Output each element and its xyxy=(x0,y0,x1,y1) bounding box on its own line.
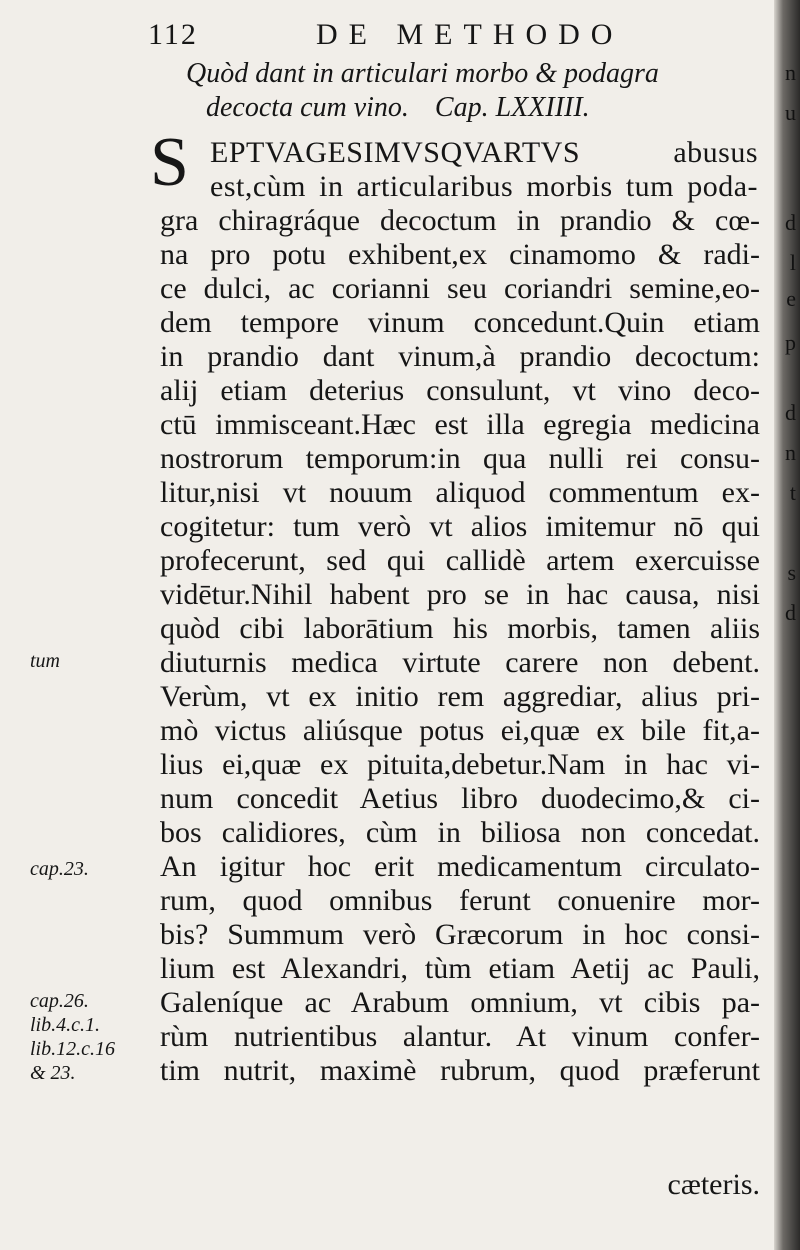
text-line: rum, quod omnibus ferunt conuenire mor- xyxy=(160,884,760,917)
text-line: Galeníque ac Arabum omnium, vt cibis pa- xyxy=(160,986,760,1019)
text-line: num concedit Aetius libro duodecimo,& ci- xyxy=(160,782,760,815)
gutter-letter: n xyxy=(785,440,796,465)
gutter-letter: d xyxy=(785,400,796,425)
text-line: rùm nutrientibus alantur. At vinum confer- xyxy=(160,1020,760,1053)
text-line: EPTVAGESIMVSQVARTVS abusus xyxy=(210,136,758,169)
adjacent-page-edge xyxy=(774,0,800,1250)
text-line: nostrorum temporum:in qua nulli rei consu- xyxy=(160,442,760,475)
text-line: mò victus aliúsque potus ei,quæ ex bile fit,a- xyxy=(160,714,760,747)
gutter-letter: u xyxy=(785,100,796,125)
text-line: Verùm, vt ex initio rem aggrediar, alius pri- xyxy=(160,680,760,713)
margin-note: cap.23. xyxy=(30,858,89,880)
drop-initial: S xyxy=(150,124,189,201)
gutter-letter: p xyxy=(785,330,796,355)
text-line: ctū immisceant.Hæc est illa egregia medicina xyxy=(160,408,760,441)
text-line: bis? Summum verò Græcorum in hoc consi- xyxy=(160,918,760,951)
text-line: quòd cibi laborātium his morbis, tamen aliis xyxy=(160,612,760,645)
text-line: lium est Alexandri, tùm etiam Aetij ac Pauli, xyxy=(160,952,760,985)
text-line: tim nutrit, maximè rubrum, quod præferunt xyxy=(160,1054,760,1087)
text-line: An igitur hoc erit medicamentum circulato- xyxy=(160,850,760,883)
margin-note: lib.12.c.16 xyxy=(30,1038,115,1060)
gutter-letter: l xyxy=(789,250,796,275)
gutter-letter: d xyxy=(785,210,796,235)
margin-note: lib.4.c.1. xyxy=(30,1014,100,1036)
text-line: vidētur.Nihil habent pro se in hac causa, nisi xyxy=(160,578,760,611)
text-line: in prandio dant vinum,à prandio decoctum: xyxy=(160,340,760,373)
text-line: gra chiragráque decoctum in prandio & cœ- xyxy=(160,204,760,237)
gutter-letter: d xyxy=(785,600,796,625)
text-line: na pro potu exhibent,ex cinamomo & radi- xyxy=(160,238,760,271)
text-line: est,cùm in articularibus morbis tum poda- xyxy=(210,170,758,203)
gutter-letter: n xyxy=(785,60,796,85)
chapter-title-line-1: Quòd dant in articulari morbo & podagra xyxy=(186,58,659,89)
margin-note: & 23. xyxy=(30,1062,76,1084)
text-line: cæteris. xyxy=(667,1168,760,1201)
chapter-number: Cap. LXXIIII. xyxy=(434,92,590,123)
gutter-letter: s xyxy=(787,560,796,585)
text-line: alij etiam deterius consulunt, vt vino deco- xyxy=(160,374,760,407)
text-line: cogitetur: tum verò vt alios imitemur nō qui xyxy=(160,510,760,543)
text-line: litur,nisi vt nouum aliquod commentum ex- xyxy=(160,476,760,509)
text-line: profecerunt, sed qui callidè artem exercuisse xyxy=(160,544,760,577)
text-line: ce dulci, ac corianni seu coriandri semine,eo- xyxy=(160,272,760,305)
text-line: bos calidiores, cùm in biliosa non concedat. xyxy=(160,816,760,849)
text-line: dem tempore vinum concedunt.Quin etiam xyxy=(160,306,760,339)
gutter-letter: e xyxy=(786,286,796,311)
running-title: DE METHODO xyxy=(316,18,624,51)
text-line: lius ei,quæ ex pituita,debetur.Nam in hac vi- xyxy=(160,748,760,781)
page-number: 112 xyxy=(148,18,198,51)
chapter-title-text: decocta cum vino. xyxy=(206,92,409,123)
running-header xyxy=(148,18,748,58)
chapter-title-line-2 xyxy=(206,92,590,124)
gutter-letter: t xyxy=(789,480,796,505)
margin-note: cap.26. xyxy=(30,990,89,1012)
margin-note: tum xyxy=(30,650,60,672)
text-line: diuturnis medica virtute carere non debent. xyxy=(160,646,760,679)
